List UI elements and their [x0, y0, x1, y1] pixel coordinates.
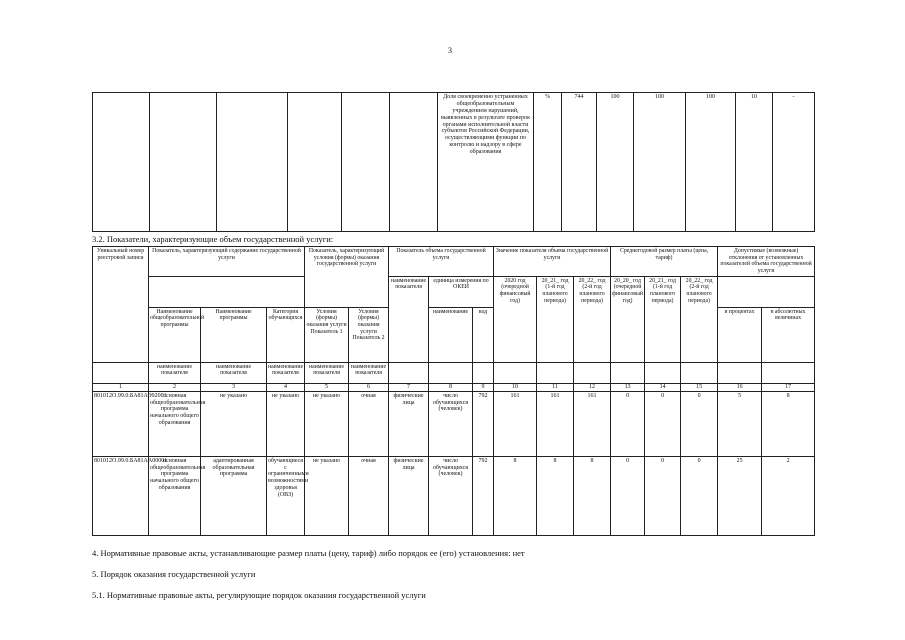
empty-cell	[537, 362, 574, 383]
column-number: 6	[349, 383, 389, 391]
header-okei-code: код	[473, 307, 494, 362]
row-dev-percent: 5	[718, 391, 762, 456]
header-volume: Показатель объема государственной услуги	[389, 247, 494, 277]
column-number: 16	[718, 383, 762, 391]
header-program-name: Наименование общеобразовательной программы	[149, 307, 201, 362]
indicator-deviation: 10	[736, 93, 773, 232]
row-program: адаптированная образовательная программа	[201, 456, 267, 535]
indicator-code: 744	[562, 93, 597, 232]
sub-header-name: наименование показателя	[305, 362, 349, 383]
indicator-2021: 100	[634, 93, 686, 232]
empty-cell	[429, 362, 473, 383]
page-number: 3	[448, 46, 452, 55]
empty-cell	[681, 362, 718, 383]
row-value-2022: 161	[574, 391, 611, 456]
column-number: 9	[473, 383, 494, 391]
empty-cell	[390, 93, 438, 232]
sub-header-name: наименование показателя	[267, 362, 305, 383]
header-dev-percent: в процентах	[718, 307, 762, 362]
header-price-2022: 20_22_ год (2-й год планового периода)	[681, 276, 718, 362]
row-price-2020: 0	[611, 391, 645, 456]
column-number: 8	[429, 383, 473, 391]
header-program: Наименование программы	[201, 307, 267, 362]
empty-cell	[93, 93, 150, 232]
row-price-2022: 0	[681, 456, 718, 535]
row-unit: число обучающихся (человек)	[429, 391, 473, 456]
column-number: 12	[574, 383, 611, 391]
header-2020: 2020 год (очередной финансовый год)	[494, 276, 537, 362]
row-okei-code: 792	[473, 391, 494, 456]
column-number: 13	[611, 383, 645, 391]
empty-cell	[93, 362, 149, 383]
row-price-2022: 0	[681, 391, 718, 456]
empty-cell	[149, 276, 305, 307]
sub-header-name: наименование показателя	[349, 362, 389, 383]
empty-cell	[473, 362, 494, 383]
row-condition-1: не указано	[305, 391, 349, 456]
header-2022: 20_22_ год (2-й год планового периода)	[574, 276, 611, 362]
header-2021: 20_21_ год (1-й год планового периода)	[537, 276, 574, 362]
header-content: Показатель, характеризующий содержание государственной услуги	[149, 247, 305, 277]
row-value-2022: 8	[574, 456, 611, 535]
sub-header-name: наименование показателя	[201, 362, 267, 383]
row-value-2020: 8	[494, 456, 537, 535]
header-dev-absolute: в абсолютных величинах	[762, 307, 815, 362]
indicator-2022: 100	[686, 93, 736, 232]
header-condition-2: Условия (формы) оказания услуги Показатель 2	[349, 307, 389, 362]
header-category: Категория обучающихся	[267, 307, 305, 362]
row-program-name: основная общеобразовательная программа начального общего образования	[149, 391, 201, 456]
empty-cell	[150, 93, 217, 232]
column-number: 2	[149, 383, 201, 391]
header-price-2020: 20_20_ год (очередной финансовый год)	[611, 276, 645, 362]
column-number: 14	[645, 383, 681, 391]
footer-line-5: 5. Порядок оказания государственной услуги	[92, 569, 256, 579]
header-okei-name: наименование	[429, 307, 473, 362]
quality-indicator-table	[92, 92, 815, 232]
row-program: не указано	[201, 391, 267, 456]
header-conditions: Показатель, характеризующий условия (формы) оказания государственной услуги	[305, 247, 389, 308]
header-okei-unit: единица измерения по ОКЕИ	[429, 276, 494, 307]
row-price-2021: 0	[645, 456, 681, 535]
table-row	[93, 391, 815, 456]
header-deviation: Допустимые (возможные) отклонения от установленных показателей объема государственной услуги	[718, 247, 815, 277]
row-value-2020: 161	[494, 391, 537, 456]
section-title: 3.2. Показатели, характеризующие объем государственной услуги:	[92, 234, 334, 244]
row-code: 801012О.99.0.БА81АА00001	[93, 456, 149, 535]
row-condition-2: очная	[349, 456, 389, 535]
column-number: 1	[93, 383, 149, 391]
empty-cell	[389, 362, 429, 383]
row-okei-code: 792	[473, 456, 494, 535]
row-condition-1: не указано	[305, 456, 349, 535]
header-volume-name: наименование показателя	[389, 276, 429, 362]
header-price-2021: 20_21_ год (1-й год планового периода)	[645, 276, 681, 362]
empty-cell	[718, 362, 762, 383]
indicator-name: Доля своевременно устраненных общеобразовательным учреждением нарушений, выявленных в результате проверок органами исполнительной власти субъектов Российской Федерации, осуществляющими функции по контролю и надзору в сфере образования	[438, 93, 534, 232]
header-unique-number: Уникальный номер реестровой записи	[93, 247, 149, 363]
empty-cell	[574, 362, 611, 383]
column-number: 4	[267, 383, 305, 391]
row-program-name: основная общеобразовательная программа начального общего образования	[149, 456, 201, 535]
row-dev-percent: 25	[718, 456, 762, 535]
indicator-unit: %	[534, 93, 562, 232]
volume-indicator-table	[92, 246, 815, 536]
indicator-dash: -	[773, 93, 815, 232]
column-number: 17	[762, 383, 815, 391]
sub-header-name: наименование показателя	[149, 362, 201, 383]
empty-cell	[762, 362, 815, 383]
empty-cell	[494, 362, 537, 383]
empty-cell	[342, 93, 390, 232]
empty-cell	[217, 93, 288, 232]
column-number: 5	[305, 383, 349, 391]
row-price-2020: 0	[611, 456, 645, 535]
row-unit: число обучающихся (человек)	[429, 456, 473, 535]
footer-line-4: 4. Нормативные правовые акты, устанавливающие размер платы (цену, тариф) либо порядок ее (его) установления: нет	[92, 548, 525, 558]
empty-cell	[645, 362, 681, 383]
row-volume-name: физические лица	[389, 391, 429, 456]
row-category: не указано	[267, 391, 305, 456]
indicator-2020: 100	[597, 93, 634, 232]
column-number: 10	[494, 383, 537, 391]
row-code: 801012О.99.0.БА81АЭ92001	[93, 391, 149, 456]
row-volume-name: физические лица	[389, 456, 429, 535]
table-row	[93, 456, 815, 535]
column-number: 15	[681, 383, 718, 391]
row-dev-absolute: 8	[762, 391, 815, 456]
row-condition-2: очная	[349, 391, 389, 456]
header-value: Значение показателя объема государственной услуги	[494, 247, 611, 277]
row-dev-absolute: 2	[762, 456, 815, 535]
column-number: 11	[537, 383, 574, 391]
row-value-2021: 8	[537, 456, 574, 535]
row-category: обучающиеся с ограниченными возможностями здоровья (ОВЗ)	[267, 456, 305, 535]
row-price-2021: 0	[645, 391, 681, 456]
footer-line-5-1: 5.1. Нормативные правовые акты, регулирующие порядок оказания государственной услуги	[92, 590, 426, 600]
row-value-2021: 161	[537, 391, 574, 456]
empty-cell	[611, 362, 645, 383]
empty-cell	[288, 93, 342, 232]
header-condition-1: Условия (формы) оказания услуги Показатель 1	[305, 307, 349, 362]
column-number: 7	[389, 383, 429, 391]
empty-cell	[718, 276, 815, 307]
header-price: Среднегодовой размер платы (цена, тариф)	[611, 247, 718, 277]
column-number: 3	[201, 383, 267, 391]
